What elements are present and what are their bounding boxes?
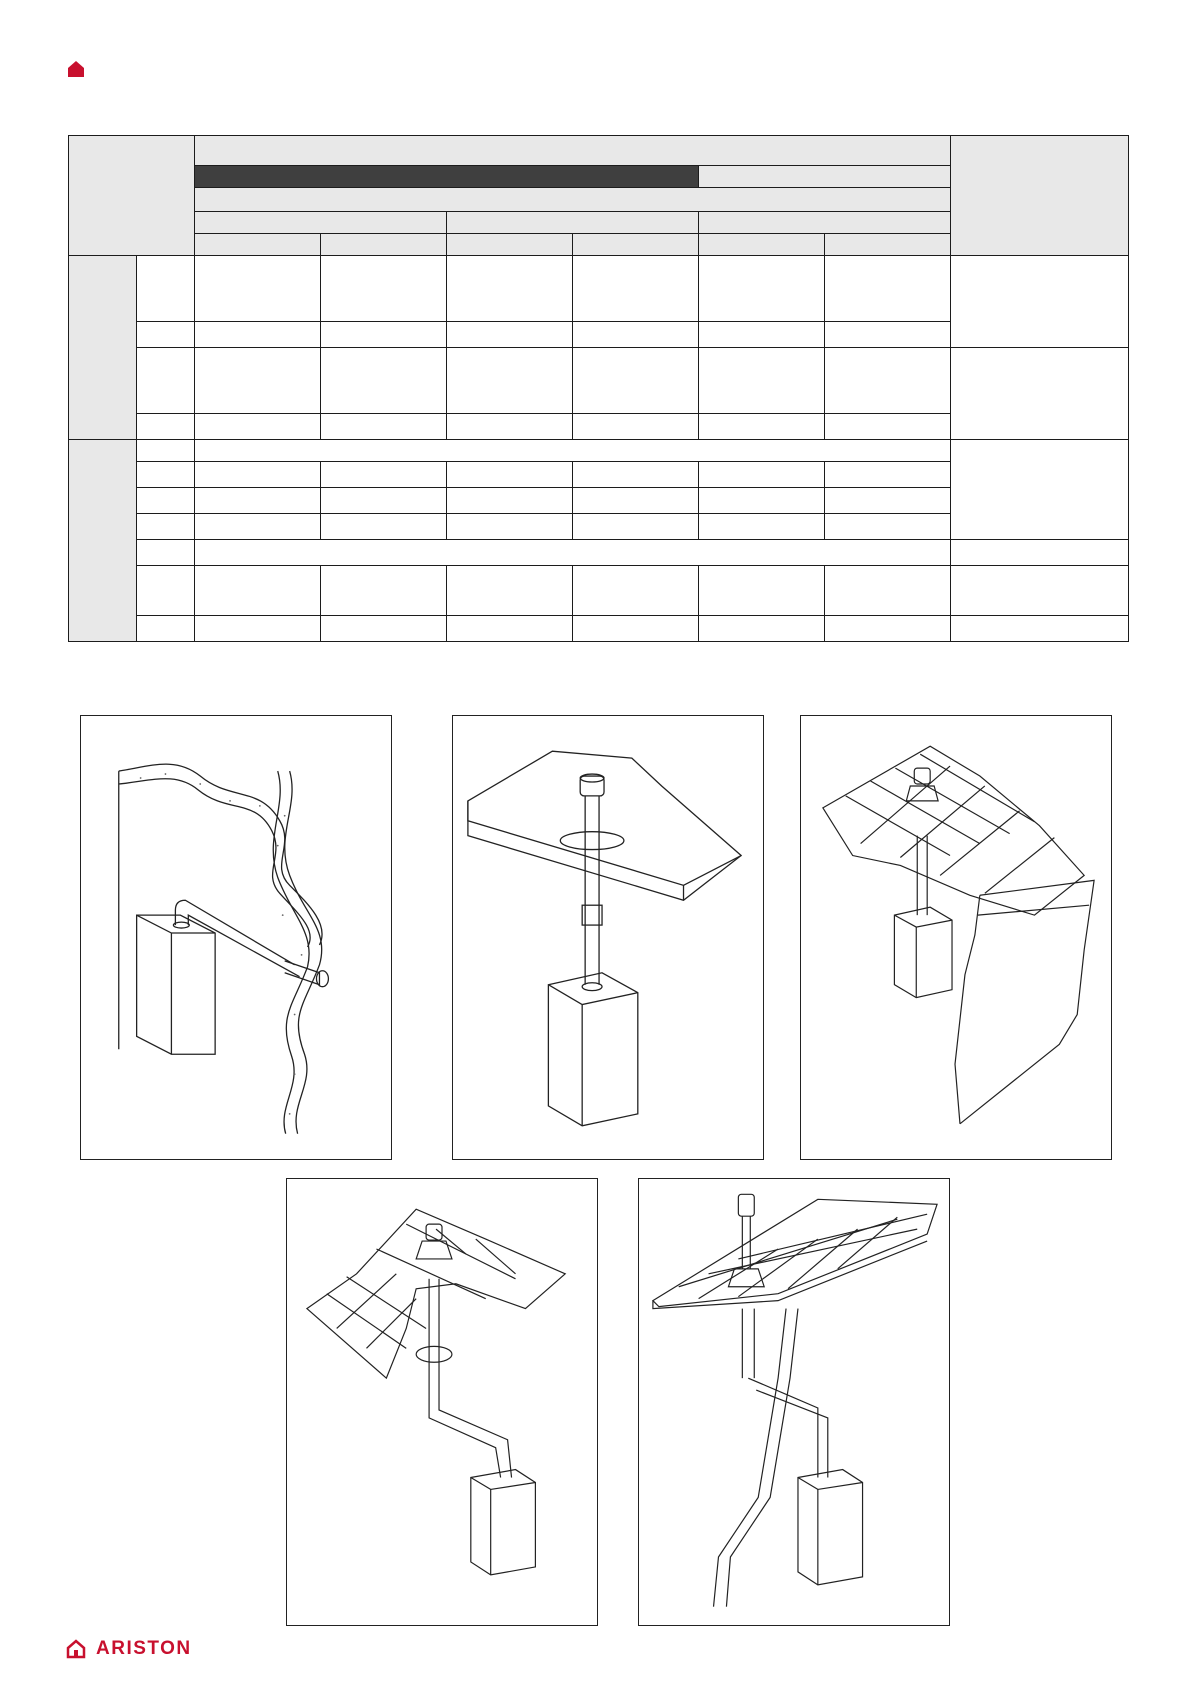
row-label: [137, 462, 195, 488]
cell: [699, 462, 825, 488]
cell: [573, 616, 699, 642]
cell: [321, 348, 447, 414]
cell: [825, 414, 951, 440]
wide-cell: [195, 440, 951, 462]
notes-cell: [951, 616, 1129, 642]
row-label: [137, 540, 195, 566]
notes-cell: [951, 540, 1129, 566]
cell: [195, 566, 321, 616]
cell: [573, 462, 699, 488]
cell: [321, 488, 447, 514]
cell: [573, 322, 699, 348]
flue-specification-table: [68, 135, 1129, 642]
cell: [699, 256, 825, 322]
cell: [825, 256, 951, 322]
cell: [321, 514, 447, 540]
notes-cell: [951, 256, 1129, 348]
cell: [447, 488, 573, 514]
row-label: [137, 514, 195, 540]
cell: [699, 322, 825, 348]
cell: [573, 514, 699, 540]
roof-flue-illustration: [801, 716, 1111, 1159]
cell: [447, 256, 573, 322]
header-col: [699, 234, 825, 256]
cell: [699, 414, 825, 440]
footer-logo: [66, 1638, 192, 1660]
cell: [321, 256, 447, 322]
cell: [321, 414, 447, 440]
split-flue-illustration: [639, 1179, 949, 1625]
header-col: [195, 234, 321, 256]
figure-roof-flue-straight: [800, 715, 1112, 1160]
cell: [573, 348, 699, 414]
cell: [447, 348, 573, 414]
cell: [321, 616, 447, 642]
cell: [447, 322, 573, 348]
header-dark-band: [195, 166, 699, 188]
cell: [447, 462, 573, 488]
cell: [825, 348, 951, 414]
cell: [195, 514, 321, 540]
header-group-1: [195, 212, 447, 234]
cell: [699, 348, 825, 414]
row-label: [137, 414, 195, 440]
cell: [825, 488, 951, 514]
cell: [573, 488, 699, 514]
vertical-flue-illustration: [453, 716, 763, 1159]
figure-horizontal-wall-flue: [80, 715, 392, 1160]
header-col: [447, 234, 573, 256]
row-label: [137, 440, 195, 462]
figure-roof-flue-offset: [286, 1178, 598, 1626]
cell: [825, 566, 951, 616]
house-icon: [67, 60, 85, 78]
cell: [195, 256, 321, 322]
cell: [447, 616, 573, 642]
cell: [699, 514, 825, 540]
row-label: [137, 256, 195, 322]
section-b-label: [69, 440, 137, 642]
cell: [825, 616, 951, 642]
notes-cell: [951, 566, 1129, 616]
cell: [825, 462, 951, 488]
row-label: [137, 488, 195, 514]
house-icon: [66, 1639, 86, 1659]
header-sub: [195, 188, 951, 212]
header-notes: [951, 136, 1129, 256]
notes-cell: [951, 440, 1129, 540]
row-label: [137, 322, 195, 348]
cell: [825, 322, 951, 348]
cell: [699, 566, 825, 616]
cell: [447, 514, 573, 540]
table-corner-header: [69, 136, 195, 256]
cell: [825, 514, 951, 540]
cell: [573, 256, 699, 322]
cell: [321, 322, 447, 348]
cell: [195, 348, 321, 414]
notes-cell: [951, 348, 1129, 440]
cell: [195, 322, 321, 348]
row-label: [137, 616, 195, 642]
cell: [195, 414, 321, 440]
horizontal-flue-illustration: [81, 716, 391, 1159]
header-col: [321, 234, 447, 256]
cell: [195, 462, 321, 488]
cell: [321, 462, 447, 488]
header-main: [195, 136, 951, 166]
row-label: [137, 348, 195, 414]
section-a-label: [69, 256, 137, 440]
figure-vertical-ceiling-flue: [452, 715, 764, 1160]
cell: [447, 414, 573, 440]
cell: [573, 566, 699, 616]
header-col: [573, 234, 699, 256]
cell: [195, 488, 321, 514]
cell: [447, 566, 573, 616]
header-col: [825, 234, 951, 256]
cell: [699, 488, 825, 514]
footer-brand: ARISTON: [96, 1638, 192, 1659]
wide-cell: [195, 540, 951, 566]
roof-offset-flue-illustration: [287, 1179, 597, 1625]
header-group-2: [447, 212, 699, 234]
header-band-right: [699, 166, 951, 188]
row-label: [137, 566, 195, 616]
cell: [699, 616, 825, 642]
cell: [573, 414, 699, 440]
figure-roof-flue-split: [638, 1178, 950, 1626]
cell: [195, 616, 321, 642]
header-group-3: [699, 212, 951, 234]
cell: [321, 566, 447, 616]
